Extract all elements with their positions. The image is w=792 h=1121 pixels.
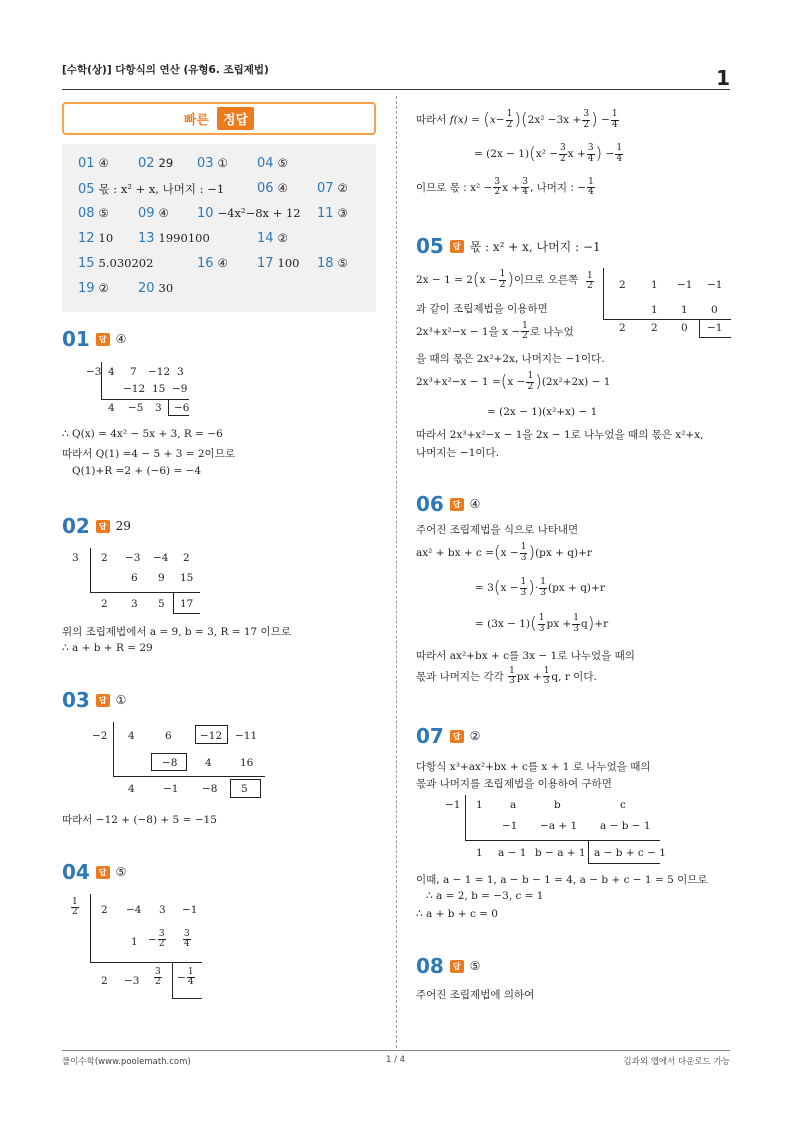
solution-line: 몫과 나머지는 각각 $\frac{1}{3}$ px + $\frac{1}{3}$ q, r 이다.	[416, 666, 597, 687]
banner-tag: 정답	[217, 107, 254, 130]
solution-line: 따라서 f(x) = (x− $\frac{1}{2}$ )(2x² −3x + $\frac{3}{2}$ ) − $\frac{1}{4}$	[416, 109, 618, 130]
solution-line: ∴ Q(x) = 4x² − 5x + 3, R = −6	[62, 428, 223, 440]
answer-item: 03 ①	[197, 156, 228, 171]
solution-line: ax² + bx + c =(x − $\frac{1}{3}$ )(px + q)+r	[416, 542, 592, 563]
solution-line: ∴ a + b + R = 29	[62, 642, 153, 654]
footer-note: 김과외 앱에서 다운로드 가능	[623, 1057, 730, 1067]
solution-line: 나머지는 −1이다.	[416, 447, 500, 459]
answer-item: 08 ⑤	[78, 206, 109, 221]
solution-line: = (2x − 1)(x² − $\frac{3}{2}$ x + $\frac{3}{4}$ ) − $\frac{1}{4}$	[474, 143, 623, 164]
section-05-header: 05 답 몫 : x² + x, 나머지 : −1	[416, 234, 601, 258]
section-02-header: 02 답 29	[62, 514, 131, 538]
solution-line: = (2x − 1)(x²+x) − 1	[487, 406, 598, 418]
page-number: 1	[716, 66, 730, 90]
solution-line: = 3(x − $\frac{1}{3}$ )· $\frac{1}{3}$ (px + q)+r	[475, 577, 605, 598]
page-title: [수학(상)] 다항식의 연산 (유형6. 조립제법)	[62, 64, 269, 76]
answer-grid	[62, 144, 376, 312]
section-07-header: 07 답 ②	[416, 724, 481, 748]
answer-item: 02 29	[138, 156, 174, 171]
footer-rule	[62, 1050, 730, 1051]
answer-item: 20 30	[138, 281, 174, 296]
solution-line: 2x³+x²−x − 1을 x − $\frac{1}{2}$ 로 나누었	[416, 321, 574, 342]
section-03-header: 03 답 ①	[62, 688, 127, 712]
solution-line: ∴ a + b + c = 0	[416, 908, 498, 920]
solution-line: 을 때의 몫은 2x²+2x, 나머지는 −1이다.	[416, 353, 605, 365]
solution-line: 2x³+x²−x − 1 =(x − $\frac{1}{2}$ )(2x²+2x) − 1	[416, 371, 611, 392]
answer-item: 12 10	[78, 231, 114, 246]
quick-answer-banner	[62, 102, 376, 135]
footer-site: 풀이수학(www.poolemath.com)	[62, 1057, 191, 1067]
answer-item: 17 100	[257, 256, 300, 271]
solution-line: 주어진 조립제법에 의하여	[416, 989, 535, 1001]
solution-line: 따라서 Q(1) =4 − 5 + 3 = 2이므로	[62, 448, 235, 460]
answer-item: 01 ④	[78, 156, 109, 171]
answer-item: 11 ③	[317, 206, 348, 221]
solution-line: 따라서 −12 + (−8) + 5 = −15	[62, 814, 217, 826]
solution-line: 따라서 ax²+bx + c를 3x − 1로 나누었을 때의	[416, 650, 635, 662]
answer-item: 18 ⑤	[317, 256, 348, 271]
answer-item: 09 ④	[138, 206, 169, 221]
answer-item: 04 ⑤	[257, 156, 288, 171]
answer-item: 07 ②	[317, 181, 348, 196]
solution-line: 위의 조립제법에서 a = 9, b = 3, R = 17 이므로	[62, 626, 291, 638]
section-08-header: 08 답 ⑤	[416, 954, 481, 978]
answer-item: 13 1990100	[138, 231, 210, 246]
solution-line: = (3x − 1)( $\frac{1}{3}$ px + $\frac{1}{3}$ q)+r	[475, 613, 609, 634]
answer-item: 16 ④	[197, 256, 228, 271]
solution-line: 다항식 x³+ax²+bx + c를 x + 1 로 나누었을 때의	[416, 761, 651, 773]
solution-line: 이때, a − 1 = 1, a − b − 1 = 4, a − b + c − 1 = 5 이므로	[416, 874, 708, 886]
answer-item: 05 몫 : x² + x, 나머지 : −1	[78, 182, 225, 197]
answer-item: 15 5.030202	[78, 256, 154, 271]
solution-line: 과 같이 조립제법을 이용하면	[416, 303, 548, 315]
solution-line: 몫과 나머지를 조립제법을 이용하여 구하면	[416, 778, 612, 790]
section-01-header: 01 답 ④	[62, 327, 127, 351]
solution-line: 따라서 2x³+x²−x − 1을 2x − 1로 나누었을 때의 몫은 x²+x,	[416, 429, 704, 441]
answer-item: 10 −4x²−8x + 12	[197, 206, 301, 221]
footer-page: 1 / 4	[386, 1055, 406, 1065]
section-06-header: 06 답 ④	[416, 492, 481, 516]
solution-line: 2x − 1 = 2(x − $\frac{1}{2}$ )이므로 오른쪽	[416, 269, 579, 290]
solution-line: 주어진 조립제법을 식으로 나타내면	[416, 524, 579, 536]
answer-item: 06 ④	[257, 181, 288, 196]
solution-line: Q(1)+R =2 + (−6) = −4	[72, 465, 202, 477]
column-divider	[396, 96, 397, 1048]
banner-label: 빠른	[183, 113, 209, 128]
solution-line: 이므로 몫 : x² − $\frac{3}{2}$ x + $\frac{3}{4}$ , 나머지 : − $\frac{1}{4}$	[416, 177, 594, 198]
answer-item: 14 ②	[257, 231, 288, 246]
header-rule	[62, 89, 730, 90]
answer-item: 19 ②	[78, 281, 109, 296]
solution-line: ∴ a = 2, b = −3, c = 1	[426, 890, 544, 902]
section-04-header: 04 답 ⑤	[62, 860, 127, 884]
